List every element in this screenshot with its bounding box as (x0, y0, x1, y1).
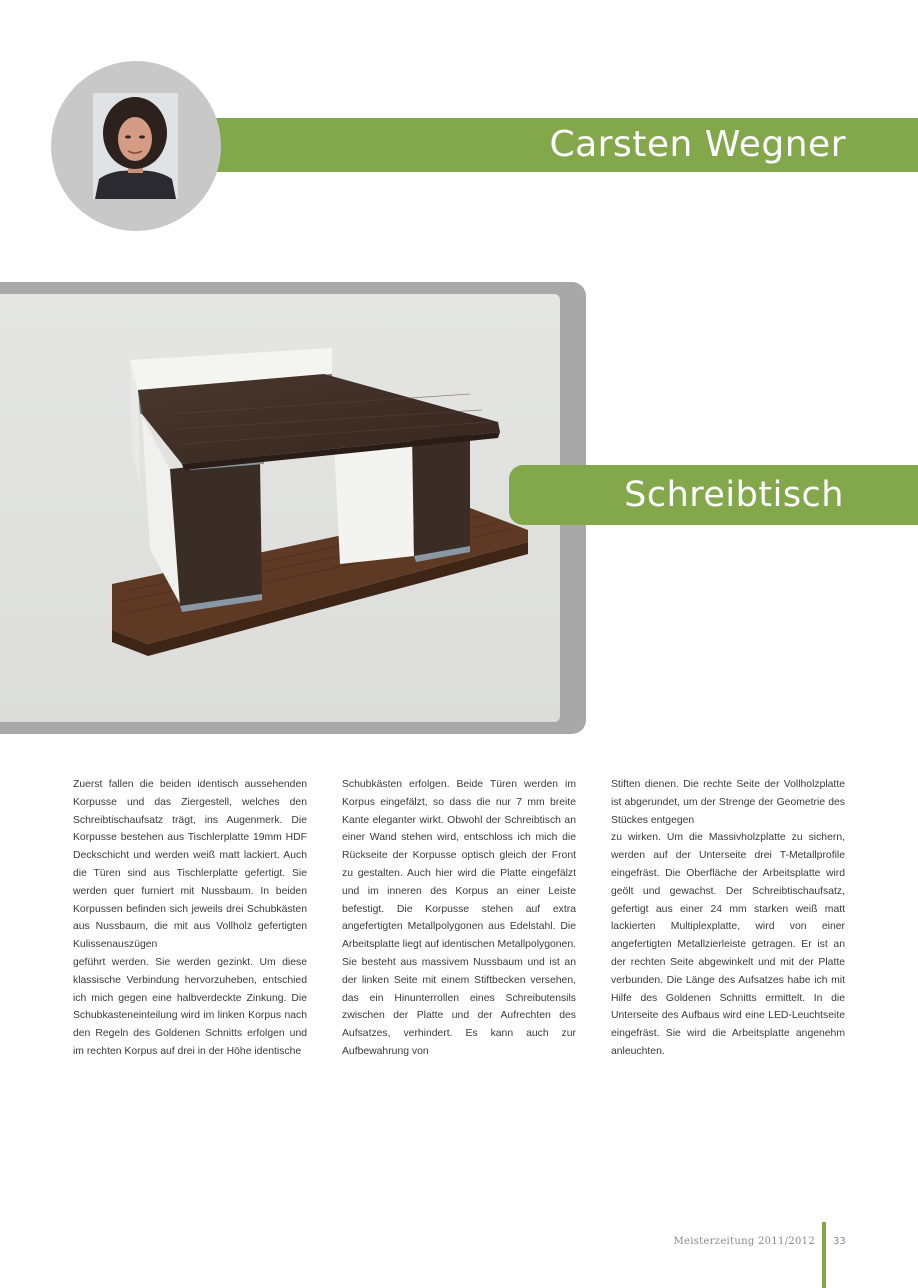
photo-frame (0, 282, 586, 734)
author-portrait (93, 93, 178, 199)
paragraph: geführt werden. Sie werden gezinkt. Um diese klassische Verbindung hervorzuheben, entschied ich mich gegen eine halbverdeckte Zinkung. Die Schubkasteneinteilung wird im linken Korpus nach den Regeln des Goldenen Schnitts erfolgen und im rechten Korpus auf drei in der Höhe identische (73, 956, 307, 1057)
project-title-band (509, 465, 918, 525)
portrait-circle (51, 61, 221, 231)
footer-divider (822, 1222, 826, 1288)
author-name-band (200, 118, 918, 172)
desk-model-photo (0, 294, 560, 722)
project-title: Schreibtisch (624, 475, 844, 515)
paragraph: Schubkästen erfolgen. Beide Türen werden im Korpus eingefälzt, so dass die nur 7 mm breite Kante eleganter wirkt. Obwohl der Schreibtisch an einer Wand stehen wird, entschloss ich mich die Rückseite der Korpusse optisch gleich der Front zu gestalten. Auch hier wird die Platte eingefälzt und im inneren des Korpus an einer Leiste befestigt. Die Korpusse stehen auf extra angefertigten Metallpolygonen aus Edelstahl. Die Arbeitsplatte liegt auf identischen Metallpolygonen. Sie besteht aus massivem Nussbaum und ist an der linken Seite mit einem Stiftbecken versehen, das ein Hinunterrollen eines Schreibutensils zwischen der Platte und der Aufrechten des Aufsatzes, verhindert. Es kann auch zur Aufbewahrung von (342, 779, 576, 1057)
paragraph: Zuerst fallen die beiden identisch aussehenden Korpusse und das Ziergestell, welches den Schreibtischaufsatz trägt, ins Augenmerk. Die Korpusse bestehen aus Tischlerplatte 19mm HDF Deckschicht und werden weiß matt lackiert. Auch die Türen sind aus Tischlerplatte gefertigt. Sie werden quer furniert mit Nussbaum. In beiden Korpussen befinden sich jeweils drei Schubkästen aus Nussbaum, die mit aus Vollholz gefertigten Kulissenauszügen (73, 779, 307, 951)
text-column-1 (73, 776, 307, 1061)
text-column-2 (342, 776, 576, 1061)
paragraph: zu wirken. Um die Massivholzplatte zu sichern, werden auf der Unterseite drei T-Metallprofile eingefräst. Die Oberfläche der Arbeitsplatte wird geölt und gewachst. Der Schreibtischaufsatz, gefertigt aus einer 24 mm starken weiß matt lackierten Multiplexplatte, wird von einer angefertigten Metallzierleiste getragen. Er ist an der rechten Seite abgewinkelt und mit der Platte verbunden. Die Länge des Aufsatzes habe ich mit Hilfe des Goldenen Schnitts ermittelt. In die Unterseite des Aufbaus wird eine LED-Leuchtseite eingefräst. Sie wird die Arbeitsplatte angenehm anleuchten. (611, 832, 845, 1057)
desk-model-illustration (0, 294, 560, 722)
portrait-illustration (93, 93, 178, 199)
page-number: 33 (833, 1236, 846, 1247)
publication-label: Meisterzeitung 2011/2012 (673, 1236, 815, 1247)
text-column-3 (611, 776, 845, 1061)
author-name: Carsten Wegner (549, 124, 846, 165)
paragraph: Stiften dienen. Die rechte Seite der Vollholzplatte ist abgerundet, um der Strenge der Geometrie des Stückes entgegen (611, 779, 845, 826)
